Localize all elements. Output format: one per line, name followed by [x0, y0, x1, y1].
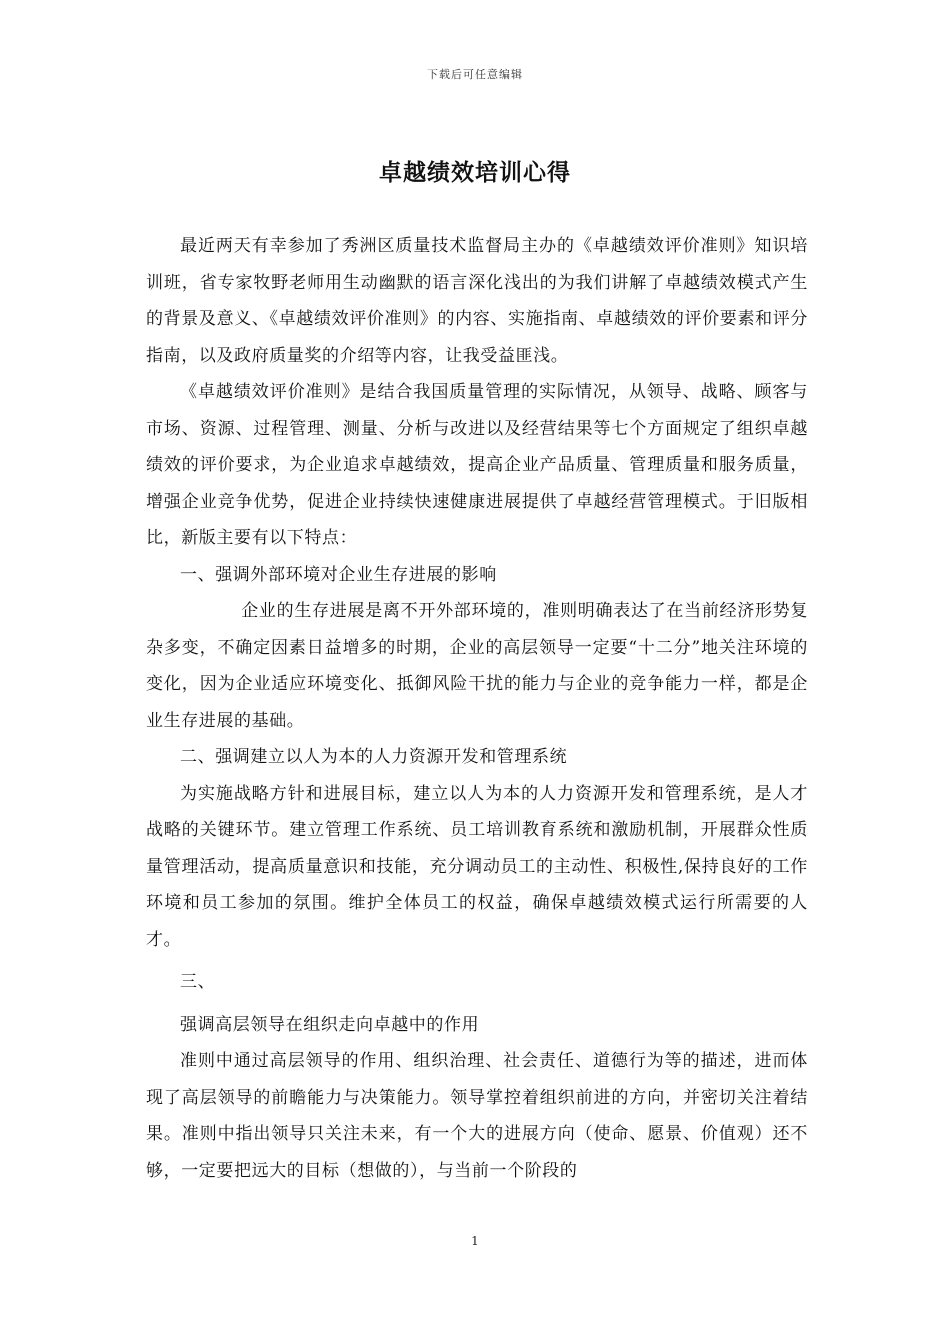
section-heading-three-text: 强调高层领导在组织走向卓越中的作用	[180, 1014, 480, 1035]
paragraph-human-resources: 为实施战略方针和进展目标，建立以人为本的人力资源开发和管理系统，是人才战略的关键环节。建立管理工作系统、员工培训教育系统和激励机制，开展群众性质量管理活动，提高质量意识和技能，充分调动员工的主动性、积极性,保持良好的工作环境和员工参加的氛围。维护全体员工的权益，确保卓越绩效模式运行所需要的人才。	[146, 783, 808, 950]
header-note: 下载后可任意编辑	[427, 68, 523, 81]
paragraph-standard-overview: 《卓越绩效评价准则》是结合我国质量管理的实际情况，从领导、战略、顾客与市场、资源、过程管理、测量、分析与改进以及经营结果等七个方面规定了组织卓越绩效的评价要求，为企业追求卓越绩效，提高企业产品质量、管理质量和服务质量，增强企业竞争优势，促进企业持续快速健康进展提供了卓越经营管理模式。于旧版相比，新版主要有以下特点：	[146, 382, 808, 548]
section-heading-two: 二、强调建立以人为本的人力资源开发和管理系统	[180, 747, 568, 767]
section-heading-one: 一、强调外部环境对企业生存进展的影响	[180, 564, 497, 585]
page-number: 1	[471, 1234, 479, 1248]
document-body	[146, 228, 808, 1189]
document-title: 卓越绩效培训心得	[379, 159, 571, 186]
paragraph-external-environment: 企业的生存进展是离不开外部环境的，准则明确表达了在当前经济形势复杂多变，不确定因素日益增多的时期，企业的高层领导一定要“十二分”地关注环境的变化，因为企业适应环境变化、抵御风险干扰的能力与企业的竞争能力一样，都是企业生存进展的基础。	[146, 601, 808, 731]
section-heading-three-number: 三、	[180, 972, 216, 992]
paragraph-senior-leadership: 准则中通过高层领导的作用、组织治理、社会责任、道德行为等的描述，进而体现了高层领导的前瞻能力与决策能力。领导掌控着组织前进的方向，并密切关注着结果。准则中指出领导只关注未来，有一个大的进展方向（使命、愿景、价值观）还不够，一定要把远大的目标（想做的），与当前一个阶段的	[146, 1051, 808, 1181]
paragraph-intro: 最近两天有幸参加了秀洲区质量技术监督局主办的《卓越绩效评价准则》知识培训班，省专家牧野老师用生动幽默的语言深化浅出的为我们讲解了卓越绩效模式产生的背景及意义、《卓越绩效评价准则》的内容、实施指南、卓越绩效的评价要素和评分指南，以及政府质量奖的介绍等内容，让我受益匪浅。	[146, 236, 808, 366]
